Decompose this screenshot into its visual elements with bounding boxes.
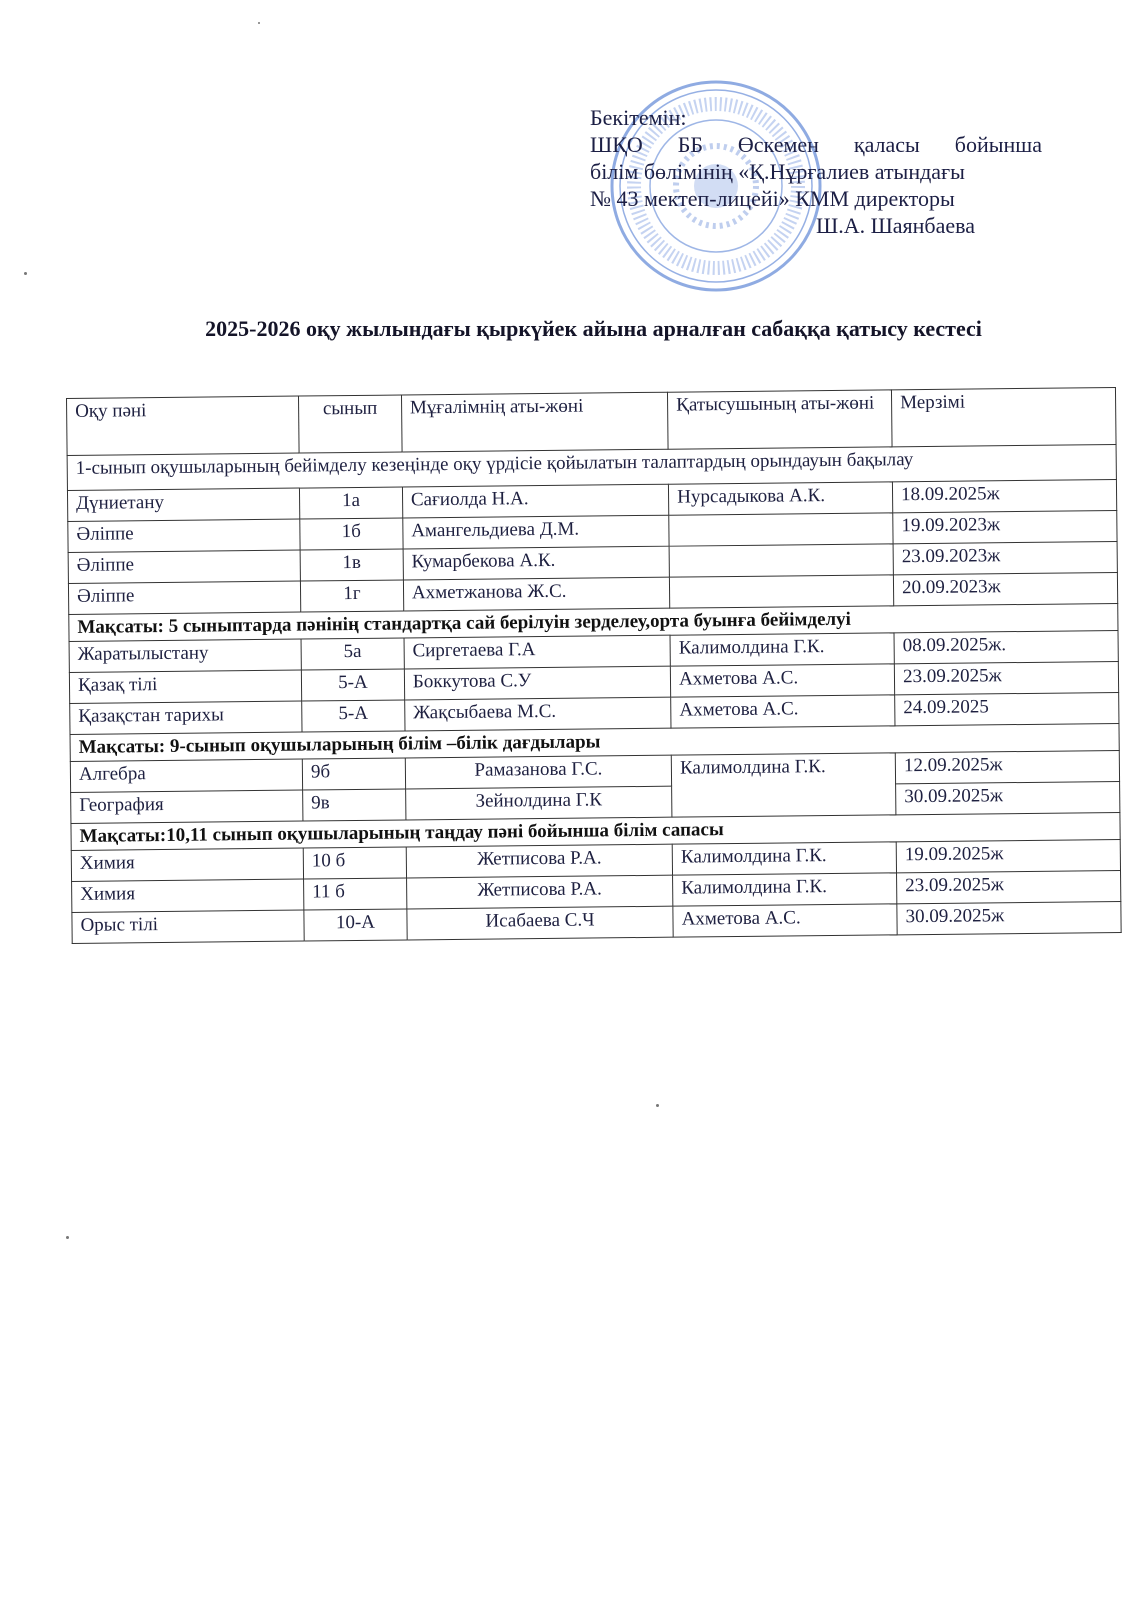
cell-class: 10-А (304, 909, 407, 941)
attendance-schedule-table (66, 387, 1122, 944)
cell-teacher: Жетписова Р.А. (406, 844, 673, 878)
cell-date: 23.09.2025ж (897, 870, 1121, 903)
approval-block (590, 104, 1042, 239)
approval-signature-name: Ш.А. Шаянбаева (816, 213, 976, 238)
cell-class: 5-А (301, 669, 404, 701)
cell-subject: Әліппе (68, 581, 300, 614)
approval-line-position: № 43 мектеп-лицейі» КММ директоры (590, 186, 955, 211)
cell-subject: Әліппе (68, 519, 300, 552)
header-class: сынып (298, 395, 401, 453)
header-date: Мерзімі (892, 388, 1117, 447)
section1-title: 1-сынып оқушыларының бейімделу кезеңінде оқу үрдісіе қойылатын талаптардың орындауын бақылау (67, 445, 1116, 491)
cell-teacher: Рамазанова Г.С. (405, 755, 672, 789)
section3-title: Мақсаты: 9-сынып оқушыларының білім –білік дағдылары (70, 723, 1119, 761)
cell-class: 9в (303, 789, 406, 821)
cell-class: 1г (300, 580, 403, 612)
cell-class: 11 б (304, 878, 407, 910)
cell-attendee (669, 544, 893, 577)
cell-subject: Дүниетану (67, 488, 299, 521)
cell-subject: Әліппе (68, 550, 300, 583)
cell-date: 23.09.2023ж (893, 542, 1117, 575)
section2-title: Мақсаты: 5 сыныптарда пәнінің стандартқа сай берілуін зерделеу,орта буынға бейімделуі (69, 603, 1118, 641)
cell-teacher: Сағиолда Н.А. (402, 484, 669, 518)
cell-date: 24.09.2025 (895, 692, 1119, 725)
cell-teacher: Амангельдиева Д.М. (403, 515, 670, 549)
cell-subject: Химия (71, 848, 303, 881)
cell-subject: Қазақ тілі (69, 670, 301, 703)
cell-attendee: Калимолдина Г.К. (670, 633, 894, 666)
cell-date: 30.09.2025ж (897, 901, 1121, 934)
header-teacher: Мұғалімнің аты-жөні (401, 392, 668, 452)
cell-attendee (670, 575, 894, 608)
cell-teacher: Жетписова Р.А. (406, 875, 673, 909)
section4-title: Мақсаты:10,11 сынып оқушыларының таңдау пәні бойынша білім сапасы (71, 812, 1120, 850)
cell-date: 30.09.2025ж (896, 781, 1120, 814)
cell-teacher: Зейнолдина Г.К (405, 786, 672, 820)
cell-class: 9б (302, 758, 405, 790)
cell-date: 12.09.2025ж (895, 750, 1119, 783)
approval-line-school: білім бөлімінің «Қ.Нұрғалиев атындағы (590, 159, 965, 184)
cell-attendee: Нурсадыкова А.К. (669, 482, 893, 515)
cell-class: 5-А (302, 700, 405, 732)
cell-teacher: Сиргетаева Г.А (404, 635, 671, 669)
cell-class: 1а (299, 487, 402, 519)
cell-attendee: Калимолдина Г.К. (671, 753, 896, 817)
cell-attendee: Ахметова А.С. (673, 904, 897, 937)
cell-date: 08.09.2025ж. (894, 630, 1118, 663)
scan-speck (656, 1104, 659, 1107)
scan-speck (66, 1236, 69, 1239)
cell-teacher: Жақсыбаева М.С. (405, 697, 672, 731)
cell-date: 20.09.2023ж (893, 572, 1117, 605)
cell-attendee: Ахметова А.С. (671, 695, 895, 728)
cell-attendee: Калимолдина Г.К. (672, 842, 896, 875)
cell-teacher: Боккутова С.У (404, 666, 671, 700)
cell-subject: Химия (72, 879, 304, 912)
cell-date: 19.09.2025ж (896, 839, 1120, 872)
cell-attendee: Калимолдина Г.К. (673, 873, 897, 906)
cell-attendee: Ахметова А.С. (670, 664, 894, 697)
header-attendee: Қатысушының аты-жөні (668, 390, 892, 449)
approval-line-department: ШҚО ББ Өскемен қаласы бойынша (590, 132, 1042, 157)
cell-subject: Жаратылыстану (69, 639, 301, 672)
cell-subject: География (71, 790, 303, 823)
scan-speck (24, 272, 27, 275)
cell-teacher: Исабаева С.Ч (407, 906, 674, 940)
cell-class: 10 б (303, 847, 406, 879)
cell-teacher: Ахметжанова Ж.С. (403, 577, 670, 611)
scan-speck (258, 22, 260, 24)
cell-subject: Орыс тілі (72, 910, 304, 943)
approval-heading: Бекітемін: (590, 105, 687, 130)
cell-date: 18.09.2025ж (892, 480, 1116, 513)
header-subject: Оқу пәні (67, 396, 300, 455)
cell-date: 23.09.2025ж (894, 661, 1118, 694)
cell-teacher: Кумарбекова А.К. (403, 546, 670, 580)
cell-class: 1в (300, 549, 403, 581)
cell-class: 5а (301, 638, 404, 670)
cell-subject: Қазақстан тарихы (70, 701, 302, 734)
cell-class: 1б (300, 518, 403, 550)
cell-date: 19.09.2023ж (893, 511, 1117, 544)
cell-subject: Алгебра (70, 759, 302, 792)
cell-attendee (669, 513, 893, 546)
document-title: 2025-2026 оқу жылындағы қыркүйек айына арналған сабаққа қатысу кестесі (205, 316, 982, 341)
